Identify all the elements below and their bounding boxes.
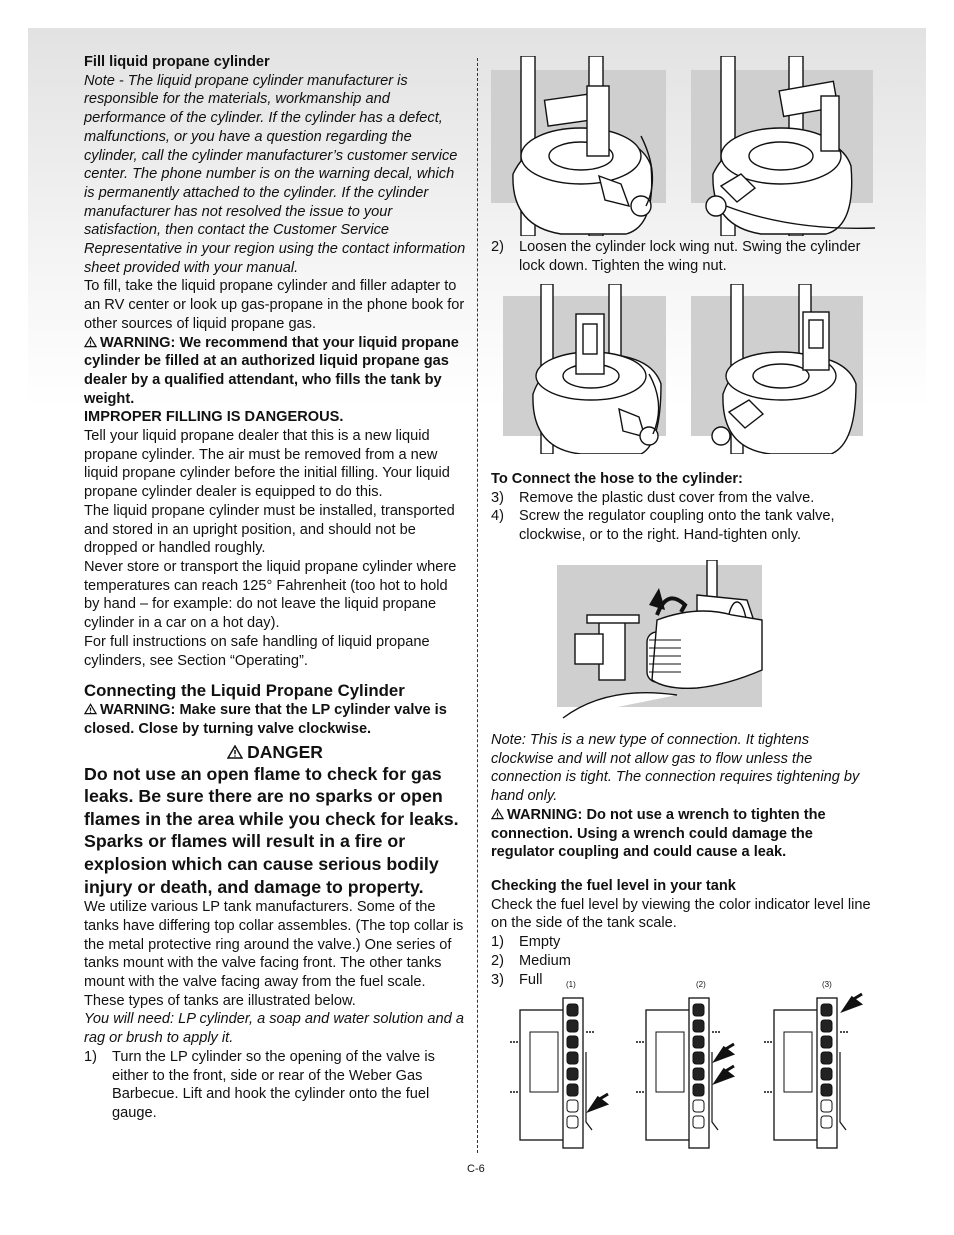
fill-note: Note - The liquid propane cylinder manufacturer is responsible for the materials, workmanship and performance of the cylinder. If the cylinder has a defect, malfunctions, or you have a question regarding the cylinder, call the cylinder manufacturer’s customer service center. The phone number is on the warning decal, which is permanently attached to the cylinder. If the cylinder manufacturer has not resolved the issue to your satisfaction, then contact the Customer Service Representative in your region using the contact information sheet provided with your manual. (84, 72, 466, 276)
level-number: 2) (491, 952, 504, 969)
warning-valve (84, 701, 466, 738)
cylinder-lock-illustration (491, 284, 875, 454)
level-medium (491, 952, 875, 971)
step-4 (491, 507, 875, 544)
warning-wrench-text: WARNING: Do not use a wrench to tighten the connection. Using a wrench could damage the regulator coupling and could cause a leak. (491, 806, 826, 861)
warning-filled (84, 334, 466, 409)
left-column (84, 53, 466, 1123)
store-paragraph: Never store or transport the liquid propane cylinder where temperatures can reach 125° Fahrenheit (too hot to hold by hand – for example: do not leave the liquid propane cylinder in a car on a hot day). (84, 558, 457, 632)
warning-icon (227, 745, 243, 759)
dealer-paragraph: Tell your liquid propane dealer that this is a new liquid propane cylinder. The air must be removed from a new liquid propane cylinder before the initial filling. Your liquid propane cylinder dealer is equipped to do this. (84, 428, 450, 501)
step-text: Screw the regulator coupling onto the tank valve, clockwise, or to the right. Hand-tighten only. (519, 508, 835, 544)
gauge-label: (3) (822, 980, 832, 989)
step-number: 4) (491, 508, 504, 525)
danger-title-text: DANGER (247, 741, 323, 762)
level-arrow (716, 1044, 734, 1060)
step-2 (491, 238, 875, 275)
fuel-heading: Checking the fuel level in your tank (491, 878, 736, 894)
warning-filled-text: WARNING: We recommend that your liquid propane cylinder be filled at an authorized liquid propane gas dealer by a qualified attendant, who fills the tank by weight. (84, 334, 459, 407)
warning-icon (84, 336, 97, 348)
warning-wrench (491, 806, 875, 862)
level-label: Empty (519, 934, 561, 951)
upright-paragraph: The liquid propane cylinder must be installed, transported and stored in an upright position, and should not be dropped or handled roughly. (84, 502, 455, 557)
connection-note: Note: This is a new type of connection. It tightens clockwise and will not allow gas to flow unless the connection is tight. The connection requires tightening by hand only. (491, 732, 860, 805)
level-number: 1) (491, 934, 504, 951)
connect-heading: Connecting the Liquid Propane Cylinder (84, 681, 405, 701)
hose-section (491, 470, 875, 545)
level-label: Full (519, 971, 543, 988)
cylinder-hook-illustration (491, 56, 875, 236)
gauge-illustration (508, 992, 610, 1150)
level-number: 3) (491, 971, 504, 988)
gauge-label: (1) (566, 980, 576, 989)
need-note: You will need: LP cylinder, a soap and water solution and a rag or brush to apply it. (84, 1011, 464, 1047)
manufacturers-paragraph: We utilize various LP tank manufacturers. Some of the tanks have differing top collar assembles. (The top collar is the metal protective ring around the valve.) One series of tanks mount with the valve facing front. The other tanks mount with the valve facing away from the fuel scale. These types of tanks are illustrated below. (84, 899, 464, 1009)
level-arrow (716, 1066, 734, 1082)
fill-heading: Fill liquid propane cylinder (84, 54, 270, 70)
step-1 (84, 1048, 466, 1123)
warning-icon (491, 808, 504, 820)
fuel-gauge-3 (762, 980, 864, 1150)
fuel-section (491, 877, 875, 989)
fill-paragraph: To fill, take the liquid propane cylinder and filler adapter to an RV center or look up gas-propane in the phone book for other sources of liquid propane gas. (84, 278, 465, 332)
step-text: Remove the plastic dust cover from the valve. (519, 489, 815, 506)
hand-tighten-illustration (557, 560, 765, 720)
connection-section (491, 731, 875, 862)
gauge-illustration (634, 992, 736, 1150)
step-number: 1) (84, 1048, 97, 1065)
level-empty (491, 933, 875, 952)
improper-filling: IMPROPER FILLING IS DANGEROUS. (84, 409, 344, 426)
step-text: Turn the LP cylinder so the opening of the valve is either to the front, side or rear of the Weber Gas Barbecue. Lift and hook the cylinder onto the fuel gauge. (112, 1048, 435, 1121)
level-arrow (844, 994, 862, 1010)
level-label: Medium (519, 952, 571, 969)
page-number: C-6 (467, 1163, 485, 1175)
step-number: 2) (491, 239, 504, 255)
step-2-item (491, 238, 875, 275)
fuel-gauge-1 (508, 980, 610, 1150)
gauge-illustration (762, 992, 864, 1150)
column-divider (477, 58, 478, 1153)
fuel-gauge-2 (634, 980, 736, 1150)
hose-heading: To Connect the hose to the cylinder: (491, 471, 743, 487)
gauge-label: (2) (696, 980, 706, 989)
warning-icon (84, 703, 97, 715)
step-3 (491, 489, 875, 508)
step-number: 3) (491, 489, 504, 506)
warning-valve-text: WARNING: Make sure that the LP cylinder valve is closed. Close by turning valve clockwise. (84, 702, 447, 737)
level-arrow (590, 1094, 608, 1110)
step-text: Loosen the cylinder lock wing nut. Swing the cylinder lock down. Tighten the wing nut. (519, 239, 861, 274)
danger-text: Do not use an open flame to check for gas leaks. Be sure there are no sparks or open flames in the area while you check for leaks. Sparks or flames will result in a fire or explosion which can cause serious bodily injury or death, and damage to property. (84, 763, 459, 897)
danger-title (84, 741, 466, 763)
fuel-paragraph: Check the fuel level by viewing the color indicator level line on the side of the tank scale. (491, 896, 871, 932)
full-instructions: For full instructions on safe handling of liquid propane cylinders, see Section “Operating”. (84, 633, 430, 669)
